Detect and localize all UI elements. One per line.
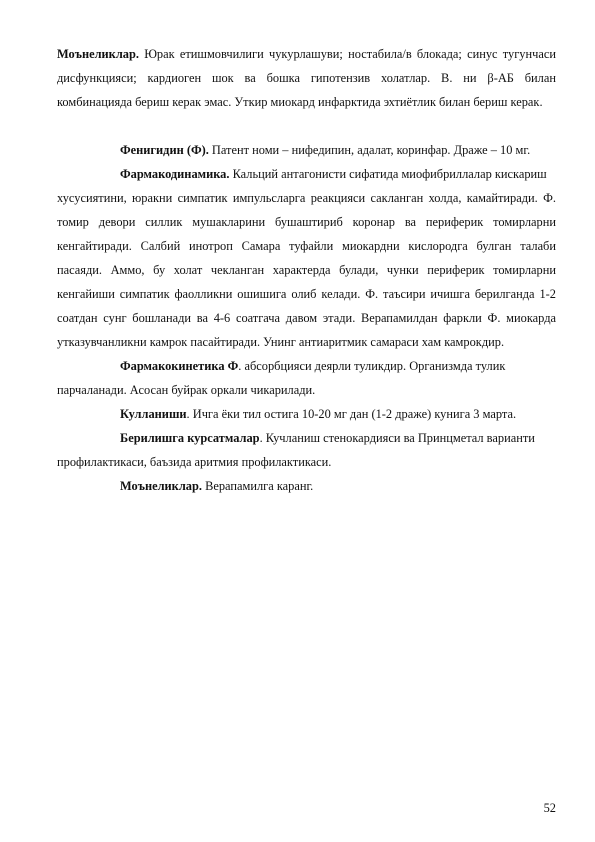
indications-paragraph-start [120,426,556,450]
pharmacodynamics-paragraph-continued: хусусиятини, юракни симпатик импульсларга реакцияси сакланган холда, камайтиради. Ф. томир девори силлик мушакларини бушаштириб коронар ва периферик томирларни кенгайтиради. Салбий инотроп Самара туфайли миокардни кислородга булган талаби пасаяди. Аммо, бу холат чекланган характерда булади, чунки периферик томирларни кенгайиши симпатик фаолликни ошишига олиб келади. Ф. таъсири ичишга берилганда 1-2 соатдан сунг бошланади ва 4-6 соатгача давом этади. Верапамилдан фаркли Ф. миокарда утказувчанликни камрок пасайтиради. Унинг антиаритмик самараси хам камрокдир. [57,191,556,349]
usage-heading: Кулланиши [120,407,187,421]
contraindications-heading-2: Моънеликлар. [120,479,202,493]
pharmacodynamics-heading: Фармакодинамика. [120,167,230,181]
drug-text: Патент номи – нифедипин, адалат, коринфар. Драже – 10 мг. [208,143,531,157]
pharmacokinetics-paragraph-start [120,354,556,378]
usage-paragraph [120,402,556,426]
contraindications-text: Юрак етишмовчилиги чукурлашуви; ностабила/в блокада; синус тугунчаси дисфункцияси; кардиоген шок ва бошка гипотензив холатлар. В. ни β-АБ билан комбинацияда бериш керак эмас. Уткир миокард инфарктида эхтиётлик билан бериш керак. [57,47,556,109]
contraindications-text-2: Верапамилга каранг. [201,479,314,493]
usage-text: . Ичга ёки тил остига 10-20 мг дан (1-2 драже) кунига 3 марта. [186,407,517,421]
paragraph-spacer [57,114,556,138]
document-page [57,42,556,498]
page-number: 52 [543,801,556,815]
contraindications-paragraph-nifedipine [120,474,556,498]
contraindications-heading: Моънеликлар. [57,47,139,61]
pharmacokinetics-text-start: . абсорбцияси деярли туликдир. Организмда тулик [238,359,506,373]
pharmacodynamics-text-start: Кальций антагонисти сифатида миофибриллалар кискариш [229,167,547,181]
drug-heading: Фенигидин (Ф). [120,143,209,157]
pharmacodynamics-paragraph-start [120,162,556,186]
indications-text-start: . Кучланиш стенокардияси ва Принцметал варианти [259,431,535,445]
pharmacokinetics-paragraph-continued: парчаланади. Асосан буйрак оркали чикарилади. [57,383,316,397]
pharmacokinetics-heading: Фармакокинетика Ф [120,359,239,373]
drug-paragraph [120,138,556,162]
indications-paragraph-continued: профилактикаси, баъзида аритмия профилактикаси. [57,455,332,469]
indications-heading: Берилишга курсатмалар [120,431,260,445]
contraindications-paragraph-verapamil [57,42,556,114]
